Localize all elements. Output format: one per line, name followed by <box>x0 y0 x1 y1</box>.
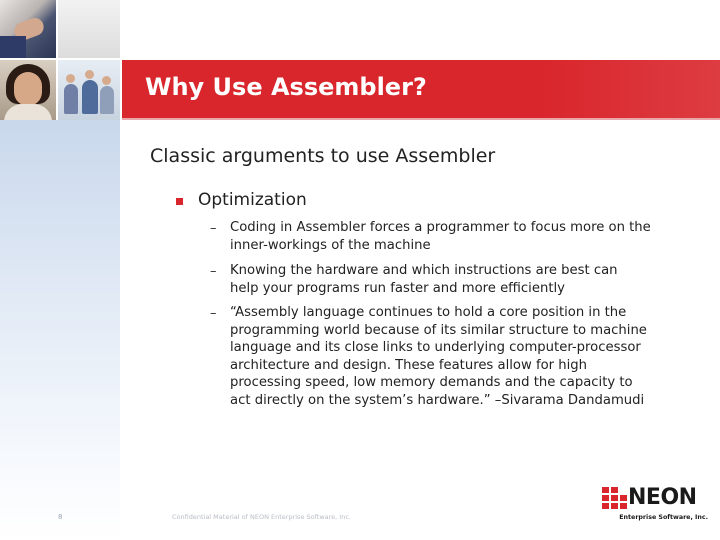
subpoint-line: architecture and design. These features allow for high <box>230 357 588 373</box>
bullet-optimization: Optimization <box>198 190 307 210</box>
subpoint-line: act directly on the system’s hardware.” –Sivarama Dandamudi <box>230 392 645 408</box>
subpoint-line: Knowing the hardware and which instructions are best can <box>230 263 618 278</box>
subpoint-line: processing speed, low memory demands and the capacity to <box>230 375 633 390</box>
subpoint-line: inner-workings of the machine <box>230 237 431 253</box>
subpoint-line: Coding in Assembler forces a programmer to focus more on the <box>230 220 651 235</box>
subpoint-line: help your programs run faster and more efficiently <box>230 280 565 296</box>
dash-marker: – <box>210 221 217 236</box>
office-meeting-photo <box>58 60 120 120</box>
left-gradient-band <box>0 120 120 540</box>
neon-logo-mark-icon <box>602 487 628 511</box>
logo-tagline: Enterprise Software, Inc. <box>619 514 708 521</box>
subpoint-line: “Assembly language continues to hold a core position in the <box>230 305 627 320</box>
confidential-notice: Confidential Material of NEON Enterprise Software, Inc. <box>172 513 351 521</box>
subpoint-line: programming world because of its similar structure to machine <box>230 322 647 338</box>
page-number: 8 <box>58 513 63 521</box>
woman-portrait-photo <box>0 60 56 120</box>
slide-subtitle: Classic arguments to use Assembler <box>150 145 496 167</box>
square-bullet-icon <box>176 198 183 205</box>
handshake-photo <box>0 0 56 58</box>
dash-marker: – <box>210 306 217 321</box>
subpoint-3-quote <box>230 304 690 409</box>
slide-title: Why Use Assembler? <box>145 73 427 101</box>
subpoint-2 <box>230 262 690 297</box>
logo-wordmark: NEON <box>628 485 697 510</box>
blank-photo-tile <box>58 0 120 58</box>
neon-logo <box>600 485 710 527</box>
subpoint-1 <box>230 219 690 254</box>
dash-marker: – <box>210 264 217 279</box>
subpoint-line: language and its close links to underlying computer-processor <box>230 340 641 355</box>
